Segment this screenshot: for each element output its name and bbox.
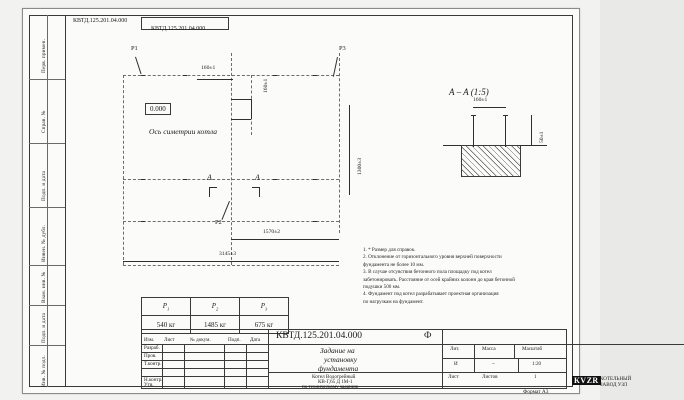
- note-2b: фундамента не более 10 мм.: [363, 261, 425, 268]
- strip-label-6: Инв. № подл.: [41, 355, 47, 387]
- notes-block: [363, 247, 578, 306]
- load-value-0: 540 кг: [142, 316, 191, 334]
- lit-header-2: Масштаб: [522, 346, 543, 352]
- note-4b: по нагрузкам на фундамент.: [363, 298, 424, 305]
- strip-label-1: Справ. №: [41, 110, 47, 133]
- sheet-row-2: 1: [534, 374, 537, 380]
- dim-1300: 1300±3: [357, 157, 363, 175]
- foundation-plan: [123, 45, 363, 257]
- plan-mark-p1: P1: [131, 45, 138, 52]
- section-dim-top: 160±1: [473, 97, 488, 103]
- drawing-sheet: [22, 8, 632, 395]
- load-value-1: 1485 кг: [191, 316, 240, 334]
- note-3b: забетонировать. Расстояние от осей крайних колонн до края бетонной: [363, 276, 515, 283]
- col-header-4: Дата: [250, 337, 261, 343]
- title-block: [141, 329, 632, 390]
- col-header-2: № докум.: [190, 337, 211, 343]
- dim-160-top: 160±1: [201, 65, 216, 71]
- section-view: [443, 87, 553, 207]
- section-dim-side: 50±1: [539, 131, 545, 143]
- sheet-format-label: Формат А3: [523, 389, 549, 395]
- row-label-4: Н.контр.: [144, 377, 163, 383]
- plan-mark-p2: P2: [215, 219, 222, 226]
- company-line-2: ЗАВОД УЗЛ: [600, 382, 628, 388]
- col-header-3: Подп.: [228, 337, 241, 343]
- lit-value-2: 1:20: [532, 361, 542, 367]
- section-title: A – A (1:5): [449, 87, 489, 97]
- table-row-headers: [142, 298, 289, 316]
- left-stamp-strip: [29, 15, 66, 387]
- level-mark: 0.000: [145, 103, 171, 115]
- row-label-5: Утв.: [144, 382, 154, 388]
- sheet-row-1: Листов: [482, 374, 498, 380]
- strip-label-5: Подп. и дата: [41, 312, 47, 343]
- lit-value-0: И: [454, 361, 458, 367]
- lit-value-1: ~: [492, 361, 495, 367]
- plan-mark-p3: P3: [339, 45, 346, 52]
- sheet-row-0: Лист: [448, 374, 459, 380]
- sub-line-1: Котел Водогрейный: [312, 374, 356, 380]
- strip-label-2: Подп. и дата: [41, 170, 47, 201]
- section-mark-right: A: [255, 173, 260, 182]
- company-logo: КVZR: [574, 376, 599, 385]
- load-value-2: 675 кг: [240, 316, 289, 334]
- section-mark-left: A: [207, 173, 212, 182]
- row-label-0: Разраб.: [144, 345, 160, 351]
- dim-3145: 3145±3: [219, 251, 237, 257]
- load-header-1: $P_2$: [191, 298, 240, 316]
- company-line-1: КОТЕЛЬНЫЙ: [600, 376, 632, 382]
- strip-label-0: Перв. примен.: [41, 38, 47, 73]
- strip-label-4: Взам. инв. №: [41, 271, 47, 303]
- concrete-hatch: [461, 145, 521, 177]
- drawing-code-suffix: Ф: [424, 331, 432, 341]
- note-1: 1. * Размер для справок.: [363, 247, 416, 253]
- sub-line-2: КВ-Г,65 Д 1М-1: [318, 379, 353, 385]
- note-4: 4. Фундамент под котел разрабатывает проектная организация: [363, 291, 499, 298]
- col-header-1: Лист: [164, 337, 175, 343]
- lit-header-0: Лит.: [450, 346, 460, 352]
- dim-1570: 1570±2: [263, 229, 281, 235]
- row-label-1: Пров.: [144, 353, 157, 359]
- load-header-0: $P_1$: [142, 298, 191, 316]
- note-3c: подушки 500 мм.: [363, 284, 401, 291]
- sheet-code-rotated: КВТД.125.201.04.000: [151, 26, 206, 32]
- sub-line-3: по техническому заданию: [302, 384, 359, 390]
- title-line-2: установку: [324, 355, 357, 364]
- strip-label-3: Инвен. № дубл.: [41, 224, 47, 262]
- drawing-code: КВТД.125.201.04.000: [276, 331, 362, 341]
- title-line-1: Задание на: [320, 346, 355, 355]
- row-label-2: Т.контр.: [144, 361, 162, 367]
- note-2: 2. Отклонение от горизонтального уровня верхней поверхности: [363, 254, 502, 261]
- sheet-code-top: КВТД.125.201.04.000: [73, 18, 128, 24]
- axis-symmetry-label: Ось симетрии котла: [149, 127, 218, 136]
- lit-header-1: Масса: [482, 346, 496, 352]
- dim-160-vertical: 160±1: [263, 78, 269, 93]
- title-line-3: фундамента: [318, 364, 359, 373]
- note-3: 3. В случае отсувствия бетонного пола площадку под котел: [363, 269, 492, 276]
- col-header-0: Изм.: [144, 337, 155, 343]
- load-header-2: $P_3$: [240, 298, 289, 316]
